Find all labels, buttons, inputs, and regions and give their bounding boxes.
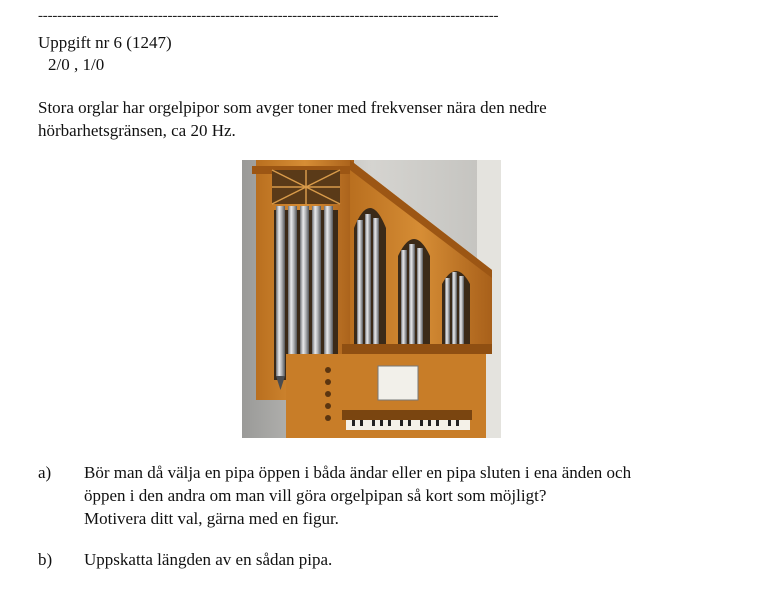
task-number: Uppgift nr 6 (1247) (38, 33, 172, 52)
task-b-text (84, 548, 724, 571)
task-heading (38, 32, 172, 76)
task-b-line: Uppskatta längden av en sådan pipa. (84, 550, 333, 569)
task-a-label: a) (38, 463, 52, 482)
task-a-line: Bör man då välja en pipa öppen i båda ändar eller en pipa sluten i ena änden och (84, 463, 632, 482)
intro-paragraph: Stora orglar har orgelpipor som avger toner med frekvenser nära den nedre hörbarhetsgränsen, ca 20 Hz. (38, 98, 547, 140)
dashed-divider: ------------------------------------------------------------------------------------------------ (38, 8, 499, 24)
task-b-label: b) (38, 550, 53, 569)
task-a-text (84, 461, 724, 530)
organ-photo (242, 160, 501, 438)
task-a-line: öppen i den andra om man vill göra orgelpipan så kort som möjligt? (84, 486, 547, 505)
score-values: 2/0 , 1/0 (48, 55, 105, 74)
task-a-line: Motivera ditt val, gärna med en figur. (84, 509, 339, 528)
